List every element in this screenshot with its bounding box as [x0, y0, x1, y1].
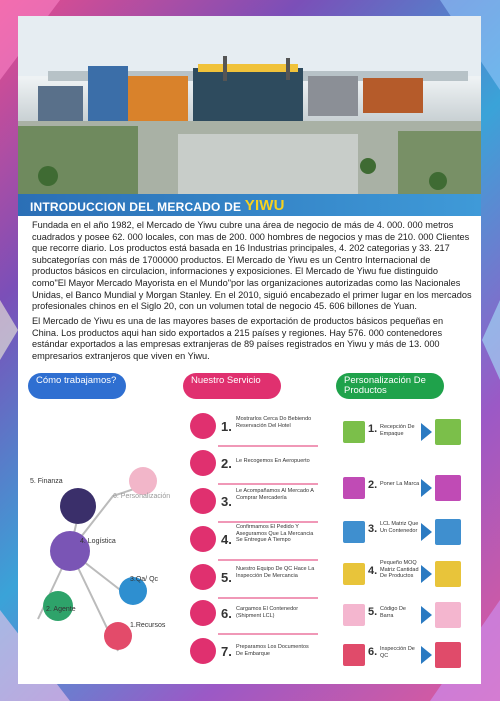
label-icon: [435, 602, 461, 628]
container-icon: [343, 521, 365, 543]
col3-title: Personalización De Productos: [344, 375, 426, 396]
arrow-right-icon: [421, 646, 432, 664]
workflow-step-3: 3.Qa/ Qc: [130, 576, 159, 583]
market-photo: [18, 16, 481, 194]
box-icon: [435, 475, 461, 501]
arrow-right-icon: [421, 523, 432, 541]
service-text-7: Preparamos Los Documentos De Embarque: [236, 644, 309, 657]
service-num-5: 5.: [221, 570, 232, 585]
service-text-3: Le Acompañamos Al Mercado A Comprar Mercadería: [236, 488, 314, 501]
truck-icon: [435, 519, 461, 545]
arrow-right-icon: [421, 479, 432, 497]
workflow-step-4: 4. Logística: [80, 538, 116, 545]
gift-icon: [435, 419, 461, 445]
custom-text-5: Código De Barra: [380, 606, 406, 619]
service-text-5: Nuestro Equipo De QC Hace La Inspección De Mercancia: [236, 566, 315, 579]
custom-text-3: LCL Matriz Que Un Contenedor: [380, 521, 419, 534]
custom-num-3: 3.: [368, 523, 378, 535]
small-box-icon: [343, 563, 365, 585]
arrow-right-icon: [421, 565, 432, 583]
service-num-2: 2.: [221, 456, 232, 471]
col2-title: Nuestro Servicio: [191, 375, 261, 386]
col1-title: Cómo trabajamos?: [36, 375, 117, 386]
barcode-icon: [343, 604, 365, 626]
custom-num-1: 1.: [368, 423, 378, 435]
brochure-page: [18, 16, 481, 684]
custom-text-4: Pequeño MOQ Matriz Cantidad De Productos: [380, 560, 419, 579]
arrow-right-icon: [421, 606, 432, 624]
custom-num-4: 4.: [368, 565, 378, 577]
col1-header: [28, 373, 126, 399]
banner-prefix: INTRODUCCION DEL MERCADO DE: [30, 200, 242, 214]
service-text-6: Cargamos El Contenedor (Shipment LCL): [236, 606, 299, 619]
service-num-4: 4.: [221, 532, 232, 547]
col2-header: [183, 373, 281, 399]
service-text-1: Mostrarlos Cerca Do Bebiendo Reservación Del Hotel: [236, 416, 312, 429]
workflow-step-5: 5. Finanza: [30, 478, 63, 485]
custom-text-2: Poner La Marca: [380, 481, 420, 487]
service-num-6: 6.: [221, 606, 232, 621]
workflow-step-6: 6. Personalización: [113, 493, 171, 500]
workflow-step-1: 1.Recursos: [130, 622, 166, 629]
banner-highlight: YIWU: [244, 197, 285, 214]
custom-num-6: 6.: [368, 646, 378, 658]
inspection-icon: [343, 644, 365, 666]
arrow-right-icon: [421, 423, 432, 441]
service-text-4: Confirmamos El Pedido Y Aseguramos Que La Mercancia Se Entregue A Tiempo: [236, 524, 314, 543]
magnifier-icon: [435, 642, 461, 668]
intro-paragraph-1: Fundada en el año 1982, el Mercado de Yiwu cubre una área de negocio de más de 4. 000. 000 metros cuadrados y posee 62. 000 locales, con mas de 200. 000 hombres de negocios y mas de 210. 000 Clientes que recorre diario. Los productos está basada en 16 Industrias principales, 4. 202 categorias y 33. 217 subcategorías con más de 1700000 productos. El Mercado de Yiwu es un Centro Internacional de productos básicos en circulacion, informaciones y exposiciones. El Mercado de Yiwu fue distinguido como"El Mayor Mercado Mayorista en el Mundo"por las organizaciones autorizadas como las Nacionales Unidas, el Banco Mundial y Morgan Stanley. En el 2010, siguió encabezado el primer lugar en los mercados profesionales chinos en el Siglo 20, con un volumen total de negocio 45. 606 billones de Yuan.: [32, 220, 472, 312]
service-num-7: 7.: [221, 644, 232, 659]
tag-icon: [343, 477, 365, 499]
custom-num-2: 2.: [368, 479, 378, 491]
banner-title: [30, 198, 285, 215]
workflow-diagram: [18, 401, 178, 671]
custom-text-6: Inspección De QC: [380, 646, 415, 659]
service-num-3: 3.: [221, 494, 232, 509]
col3-header: [336, 373, 444, 399]
service-text-2: Le Recogemos En Aeropuerto: [236, 458, 310, 464]
intro-paragraph-2: El Mercado de Yiwu es una de las mayores bases de exportación de productos básicos pequeñas en China. Los productos aqui han sido exportados a 215 países y regiones. Hay 576. 000 contenedores estándar exportados a las empresas extranjeras de 89 países registrados en Yiwu y más de 13. 000 empresarios extranjeros que viven en Yiwu.: [32, 316, 444, 361]
service-num-1: 1.: [221, 419, 232, 434]
workflow-step-2: 2. Agente: [46, 606, 76, 613]
package-icon: [343, 421, 365, 443]
custom-text-1: Recepción De Empaque: [380, 424, 415, 437]
market-building-illustration: [18, 16, 481, 194]
section-banner: [18, 194, 481, 216]
custom-num-5: 5.: [368, 606, 378, 618]
stack-icon: [435, 561, 461, 587]
